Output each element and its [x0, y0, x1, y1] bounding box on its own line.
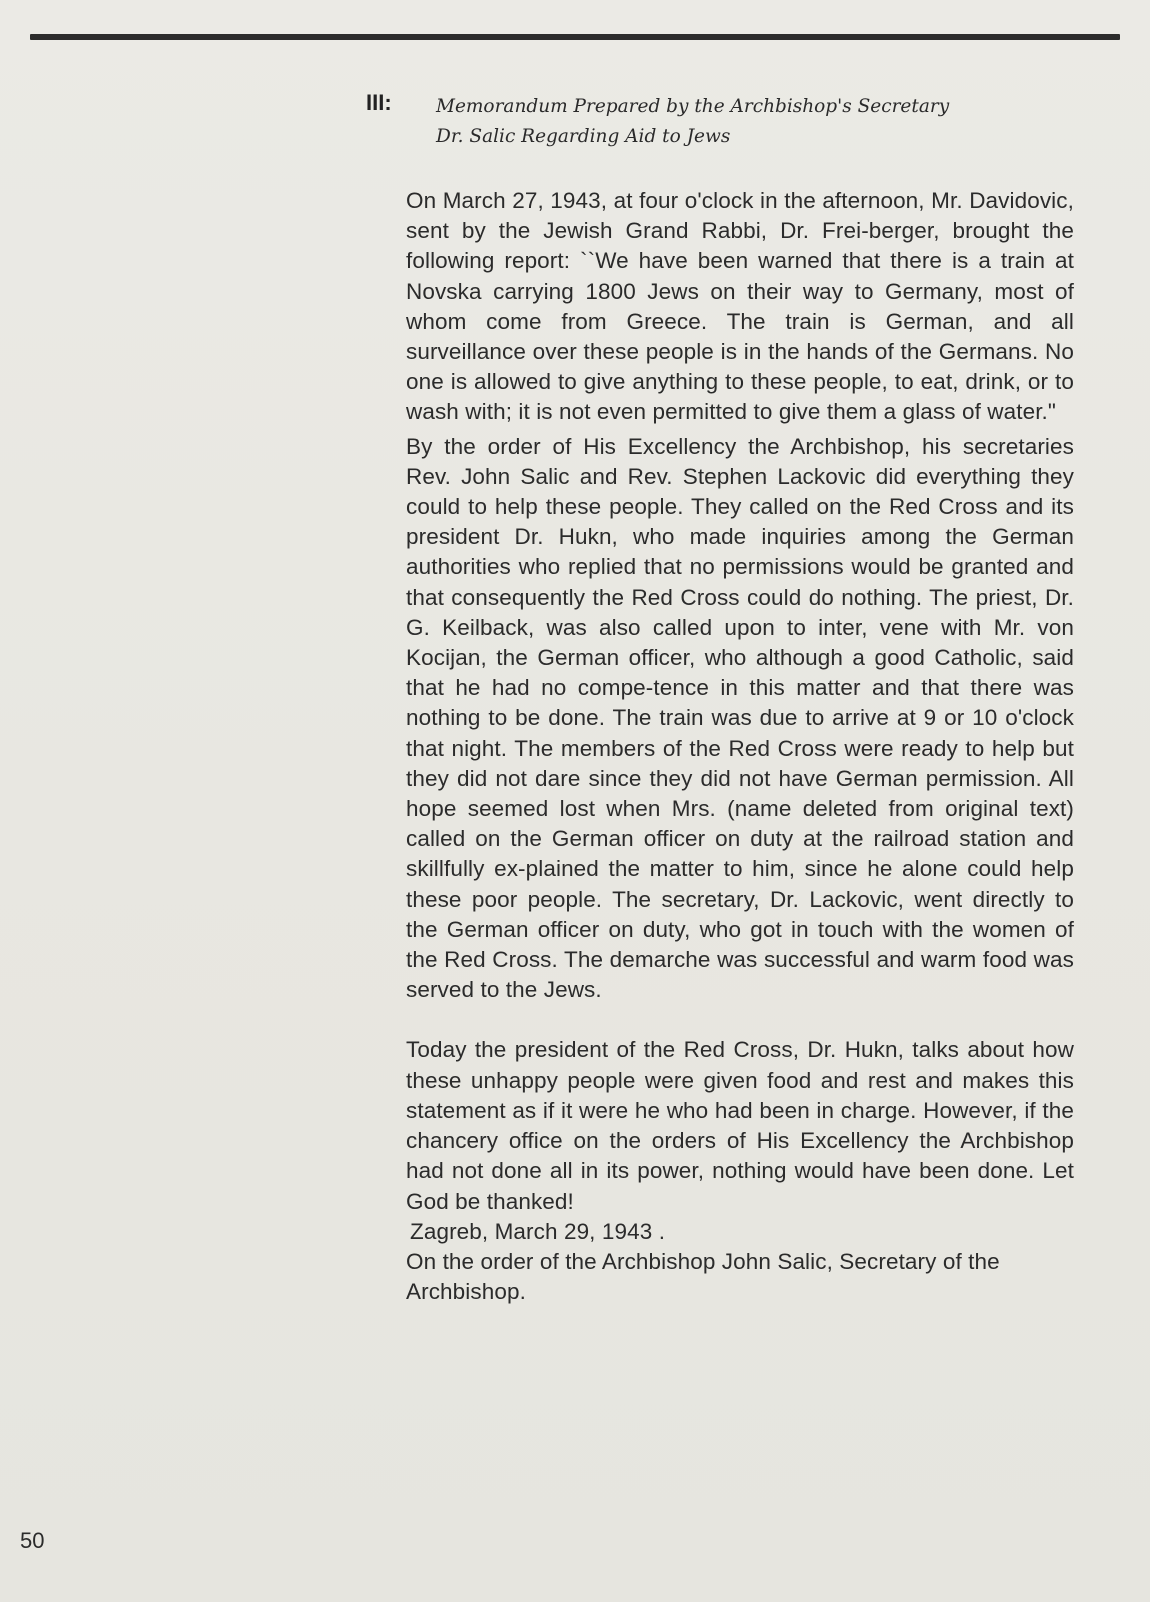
- section-title: [436, 92, 1076, 152]
- section-title-line-2: Dr. Salic Regarding Aid to Jews: [436, 126, 731, 147]
- paragraph-1: On March 27, 1943, at four o'clock in the afternoon, Mr. Davidovic, sent by the Jewish Grand Rabbi, Dr. Frei-berger, brought the following report: ``We have been warned that there is a train at Novska carrying 1800 Jews on their way to Germany, most of whom come from Greece. The train is German, and all surveillance over these people is in the hands of the Germans. No one is allowed to give anything to these people, to eat, drink, or to wash with; it is not even permitted to give them a glass of water.": [406, 188, 1074, 425]
- closing-line: On the order of the Archbishop John Salic, Secretary of the Archbishop.: [406, 1248, 1000, 1305]
- paragraph-3: Today the president of the Red Cross, Dr. Hukn, talks about how these unhappy people were given food and rest and makes this statement as if it were he who had been in charge. However, if the chancery office on the orders of His Excellency the Archbishop had not done all in its power, nothing would have been done. Let God be thanked!: [406, 1037, 1074, 1214]
- page-number: 50: [20, 1528, 45, 1553]
- section-title-line-1: Memorandum Prepared by the Archbishop's Secretary: [436, 96, 950, 117]
- top-rule: [30, 34, 1120, 40]
- memorandum-body: [406, 186, 1074, 1307]
- section-number: III:: [366, 90, 392, 115]
- paragraph-2: By the order of His Excellency the Archbishop, his secretaries Rev. John Salic and Rev. Stephen Lackovic did everything they could to help these people. They called on the Red Cross and its president Dr. Hukn, who made inquiries among the German authorities who replied that no permissions would be granted and that consequently the Red Cross could do nothing. The priest, Dr. G. Keilback, was also called upon to inter, vene with Mr. von Kocijan, the German officer, who although a good Catholic, said that he had no compe-tence in this matter and that there was nothing to be done. The train was due to arrive at 9 or 10 o'clock that night. The members of the Red Cross were ready to help but they did not dare since they did not have German permission. All hope seemed lost when Mrs. (name deleted from original text) called on the German officer on duty at the railroad station and skillfully ex-plained the matter to him, since he alone could help these poor people. The secretary, Dr. Lackovic, went directly to the German officer on duty, who got in touch with the women of the Red Cross. The demarche was successful and warm food was served to the Jews.: [406, 433, 1074, 1003]
- place-date: Zagreb, March 29, 1943 .: [410, 1218, 666, 1244]
